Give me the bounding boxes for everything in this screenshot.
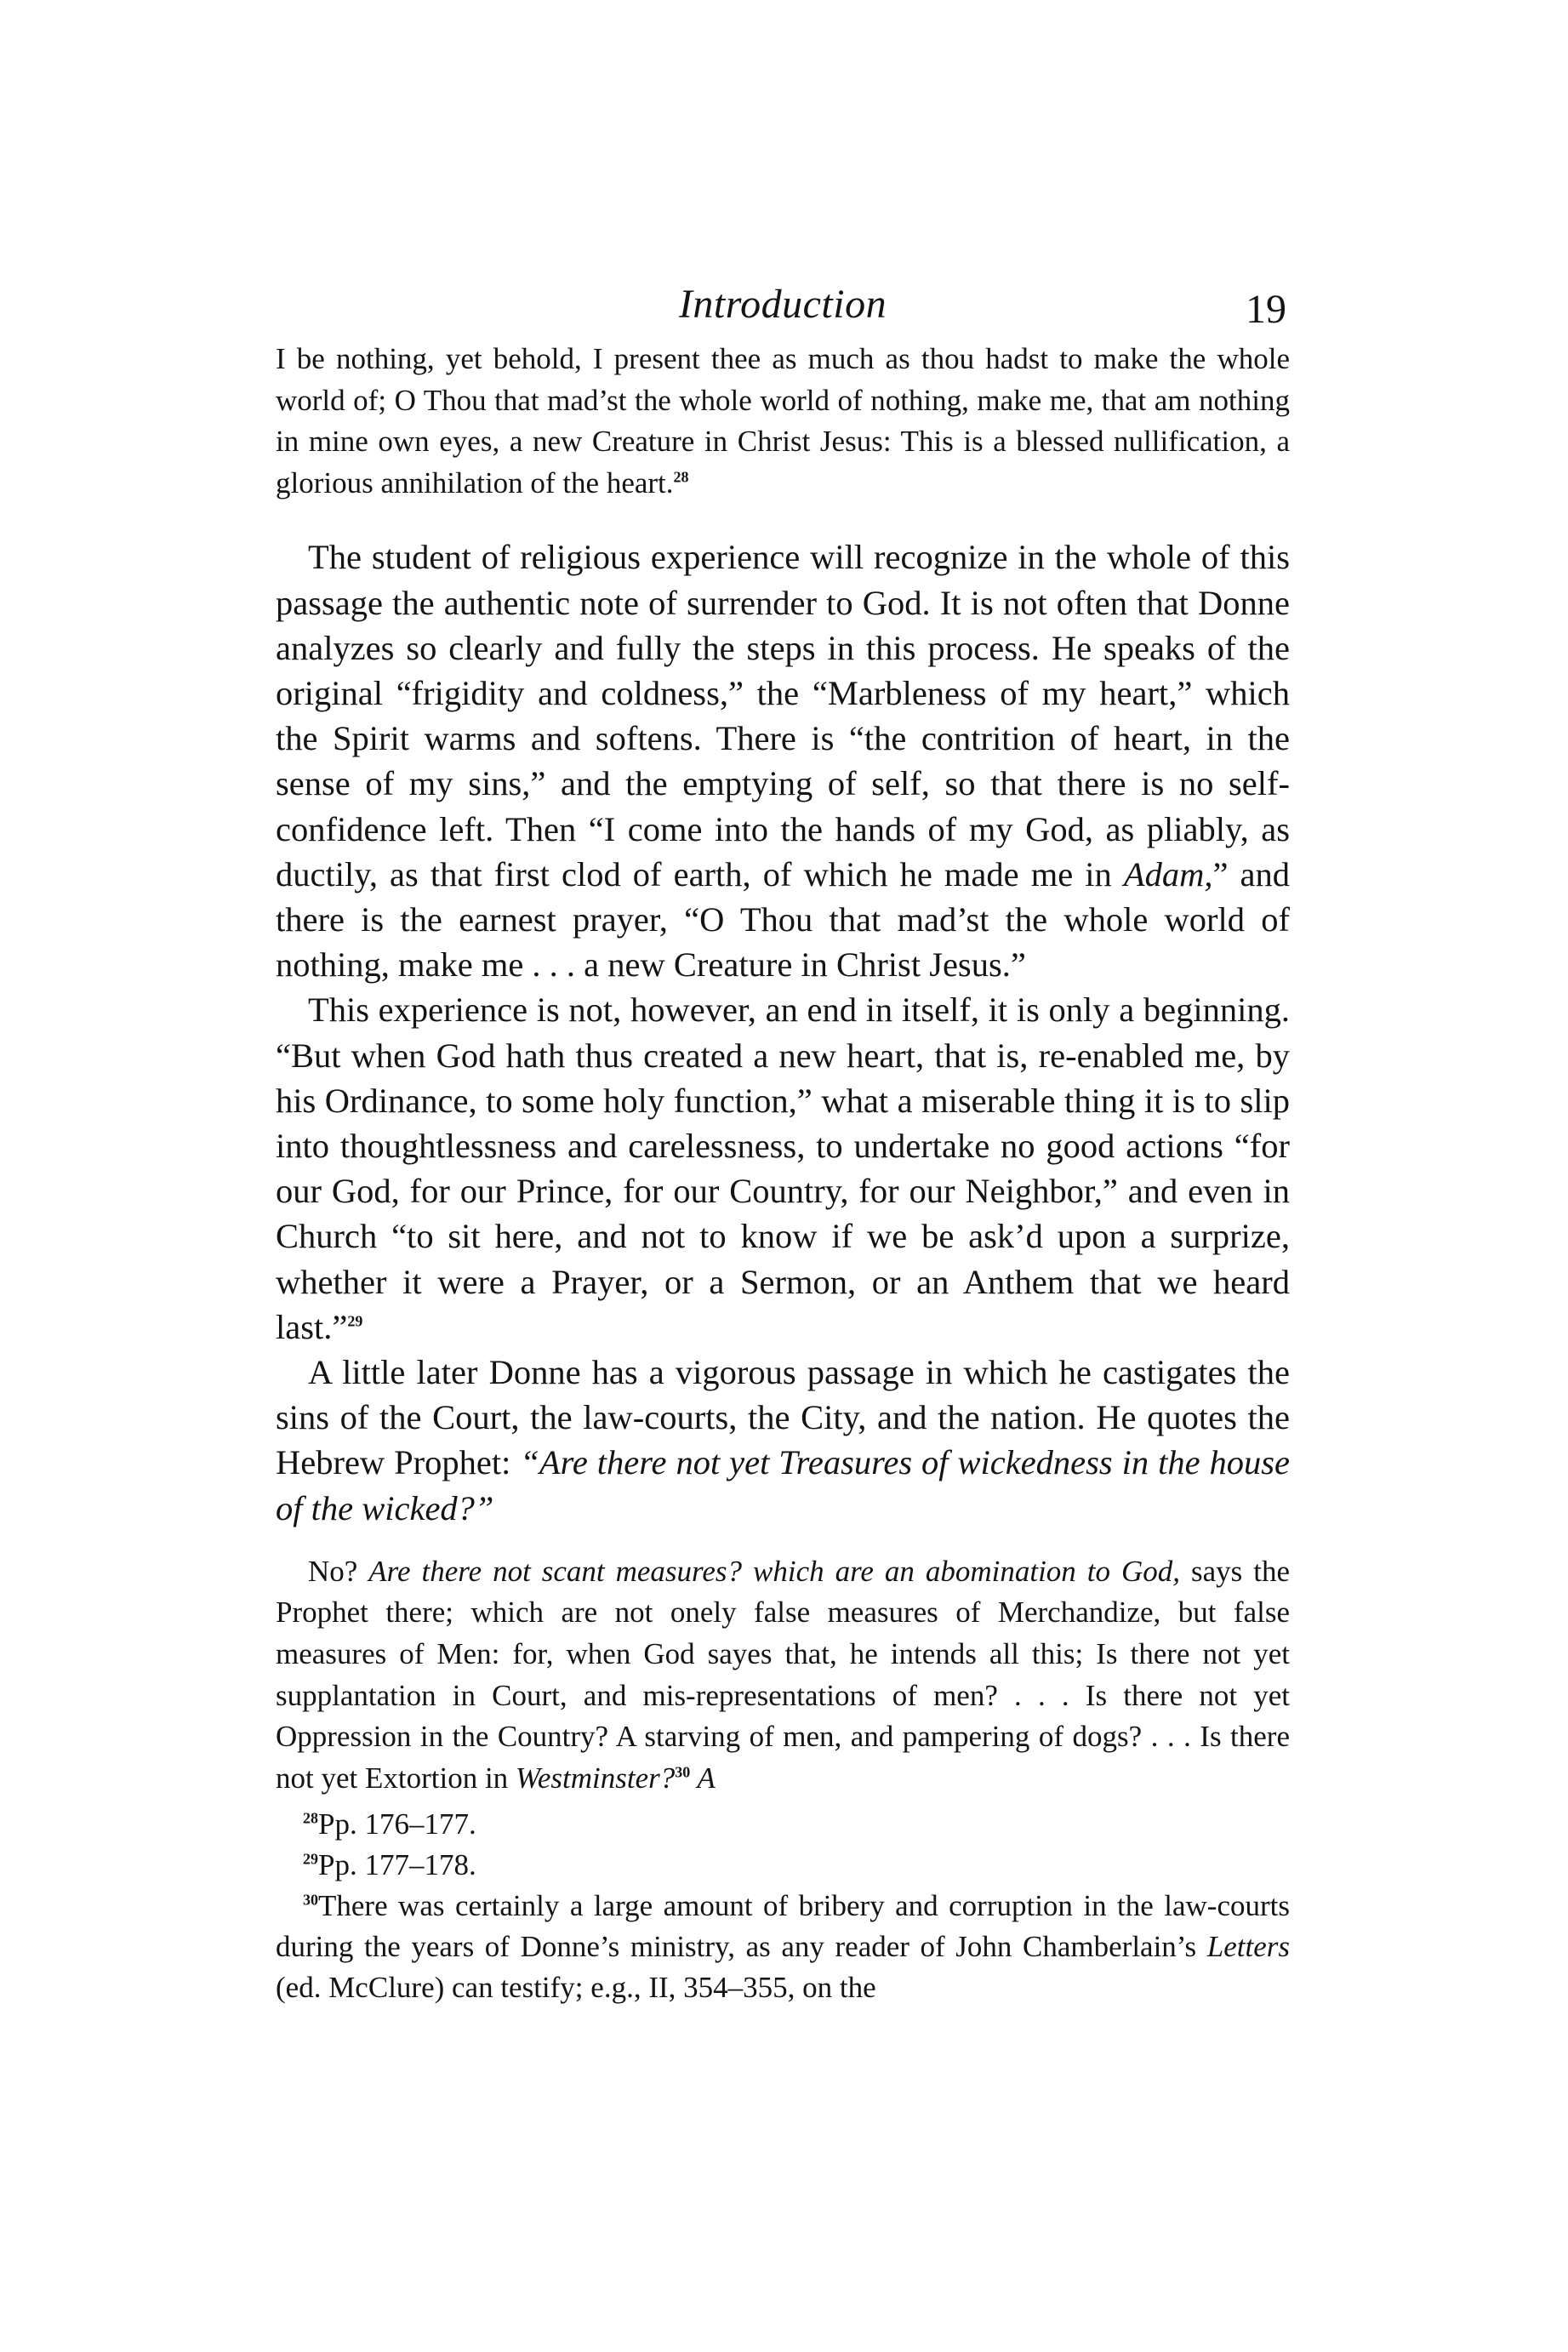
paragraph-2-text: This experience is not, however, an end in itself, it is only a beginning. “But when God hath thus created a new heart, that is, re-enabled me, by his Ordinance, to some holy function,” what a miserable thing it is to slip into thoughtlessness and carelessness, to undertake no good actions “for our God, for our Prince, for our Country, for our Neighbor,” and even in Church “to sit here, and not to know if we be ask’d upon a surprize, whether it were a Prayer, or a Sermon, or an Anthem that we heard last.” bbox=[276, 990, 1290, 1346]
book-page bbox=[276, 271, 1290, 2008]
footnotes bbox=[276, 1804, 1290, 2008]
footnote-ref-29: 29 bbox=[347, 1312, 363, 1330]
block-quote-2-middle: says the Prophet there; which are not onely false measures of Merchandize, but false measures of Men: for, when God sayes that, he intends all this; Is there not yet supplantation in Court, and mis-representations of men? . . . Is there not yet Oppression in the Country? A starving of men, and pampering of dogs? . . . Is there not yet Extortion in bbox=[276, 1554, 1290, 1795]
footnote-29 bbox=[276, 1845, 1290, 1886]
footnote-29-text: Pp. 177–178. bbox=[318, 1848, 476, 1882]
block-quote-2-italic-1: Are there not scant measures? which are an abomination to God, bbox=[368, 1554, 1181, 1588]
footnote-ref-30: 30 bbox=[675, 1763, 691, 1781]
footnote-28-marker: 28 bbox=[303, 1809, 318, 1827]
footnote-ref-28: 28 bbox=[673, 468, 689, 486]
block-quote-1 bbox=[276, 339, 1290, 504]
page-number: 19 bbox=[1246, 287, 1286, 332]
footnote-30-part2: (ed. McClure) can testify; e.g., II, 354–355, on the bbox=[276, 1971, 876, 2005]
block-quote-2-start: No? bbox=[308, 1554, 369, 1588]
footnote-29-marker: 29 bbox=[303, 1850, 318, 1868]
paragraph-3-italic: “Are there not yet Treasures of wickedness in the house of the wicked?” bbox=[276, 1443, 1290, 1527]
footnote-30-marker: 30 bbox=[303, 1891, 318, 1909]
paragraph-1-part1: The student of religious experience will recognize in the whole of this passage the authentic note of surrender to God. It is not often that Donne analyzes so clearly and fully the steps in this process. He speaks of the original “frigidity and coldness,” the “Marbleness of my heart,” which the Spirit warms and softens. There is “the contrition of heart, in the sense of my sins,” and the emptying of self, so that there is no self-confidence left. Then “I come into the hands of my God, as pliably, as ductily, as that first clod of earth, of which he made me in bbox=[276, 538, 1290, 893]
paragraph-3-text: A little later Donne has a vigorous passage in which he castigates the sins of the Court, the law-courts, the City, and the nation. He quotes the Hebrew Prophet: bbox=[276, 1353, 1290, 1482]
paragraph-2 bbox=[276, 987, 1290, 1350]
block-quote-1-text: I be nothing, yet behold, I present thee as much as thou hadst to make the whole world of; O Thou that mad’st the whole world of nothing, make me, that am nothing in mine own eyes, a new Creature in Christ Jesus: This is a blessed nullification, a glorious annihilation of the heart. bbox=[276, 342, 1290, 500]
footnote-28 bbox=[276, 1804, 1290, 1845]
paragraph-1-italic: Adam, bbox=[1123, 854, 1213, 893]
footnote-28-text: Pp. 176–177. bbox=[318, 1807, 476, 1841]
block-quote-2-tail: A bbox=[690, 1761, 716, 1795]
paragraph-1-part2: ” and there is the earnest prayer, “O Thou that mad’st the whole world of nothing, make me . . . a new Creature in Christ Jesus.” bbox=[276, 854, 1290, 985]
page-header bbox=[276, 271, 1290, 339]
block-quote-2 bbox=[276, 1551, 1290, 1800]
paragraph-1 bbox=[276, 534, 1290, 987]
running-title: Introduction bbox=[678, 282, 887, 327]
footnote-30-part1: There was certainly a large amount of bribery and corruption in the law-courts during the years of Donne’s ministry, as any reader of John Chamberlain’s bbox=[276, 1889, 1290, 1964]
paragraph-3 bbox=[276, 1350, 1290, 1531]
footnote-30-italic: Letters bbox=[1206, 1930, 1290, 1964]
block-quote-2-italic-2: Westminster? bbox=[515, 1761, 676, 1795]
footnote-30 bbox=[276, 1886, 1290, 2008]
